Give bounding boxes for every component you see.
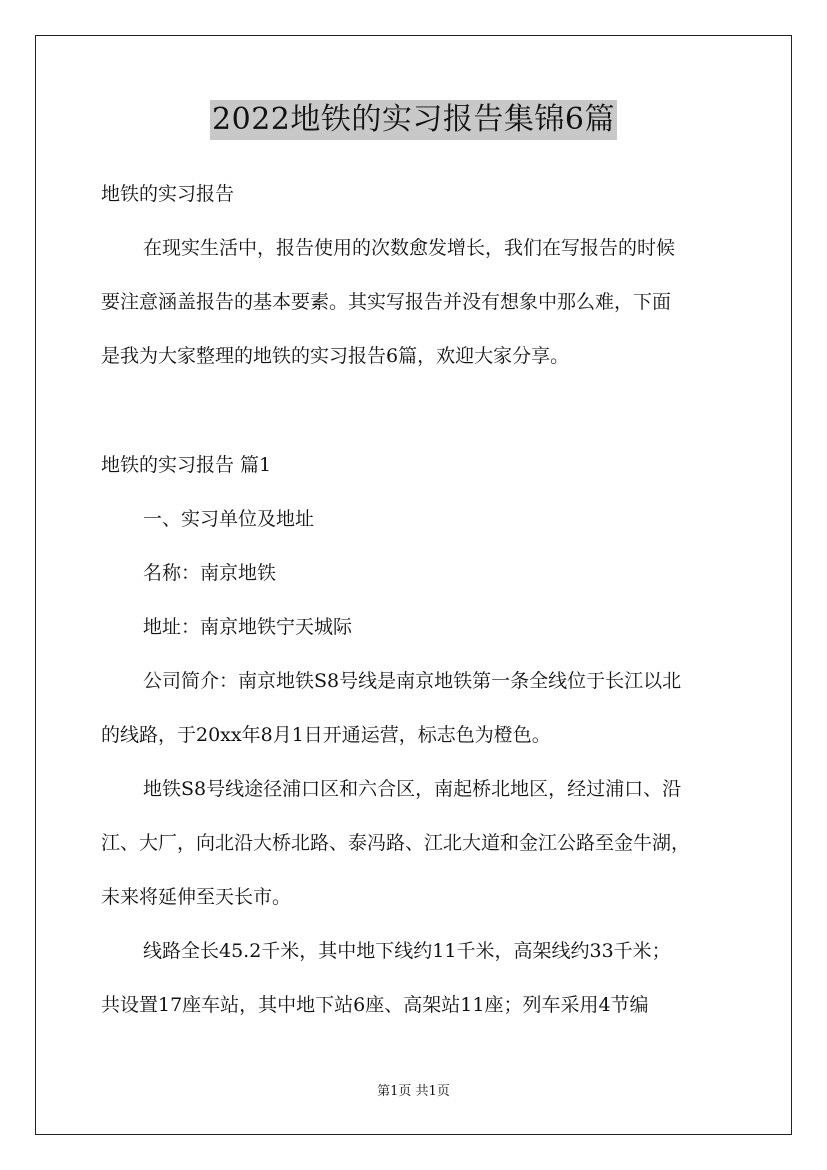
paragraph-line: 未来将延伸至天长市。	[101, 886, 292, 908]
paragraph-line: 江、大厂，向北沿大桥北路、泰冯路、江北大道和金江公路至金牛湖，	[101, 832, 691, 854]
paragraph-line: 在现实生活中，报告使用的次数愈发增长，我们在写报告的时候	[143, 237, 676, 259]
paragraph-line: 一、实习单位及地址	[143, 508, 315, 530]
paragraph-line: 的线路，于20xx年8月1日开通运营，标志色为橙色。	[101, 724, 551, 746]
paragraph-line: 名称：南京地铁	[143, 562, 277, 584]
paragraph-line: 地址：南京地铁宁天城际	[143, 616, 353, 638]
section-heading: 地铁的实习报告	[101, 183, 235, 205]
paragraph-line: 线路全长45.2千米，其中地下线约11千米，高架线约33千米；	[143, 940, 671, 962]
paragraph-line: 要注意涵盖报告的基本要素。其实写报告并没有想象中那么难，下面	[101, 291, 672, 313]
paragraph-line: 地铁S8号线途径浦口区和六合区，南起桥北地区，经过浦口、沿	[143, 778, 682, 800]
document-title-wrap	[0, 100, 827, 140]
paragraph-line: 公司简介：南京地铁S8号线是南京地铁第一条全线位于长江以北	[143, 670, 682, 692]
paragraph-line: 是我为大家整理的地铁的实习报告6篇，欢迎大家分享。	[101, 345, 570, 367]
section-heading: 地铁的实习报告 篇1	[101, 454, 272, 476]
document-title: 2022地铁的实习报告集锦6篇	[210, 100, 617, 140]
paragraph-line: 共设置17座车站，其中地下站6座、高架站11座；列车采用4节编	[101, 994, 649, 1016]
page-footer: 第1页 共1页	[377, 1084, 450, 1099]
